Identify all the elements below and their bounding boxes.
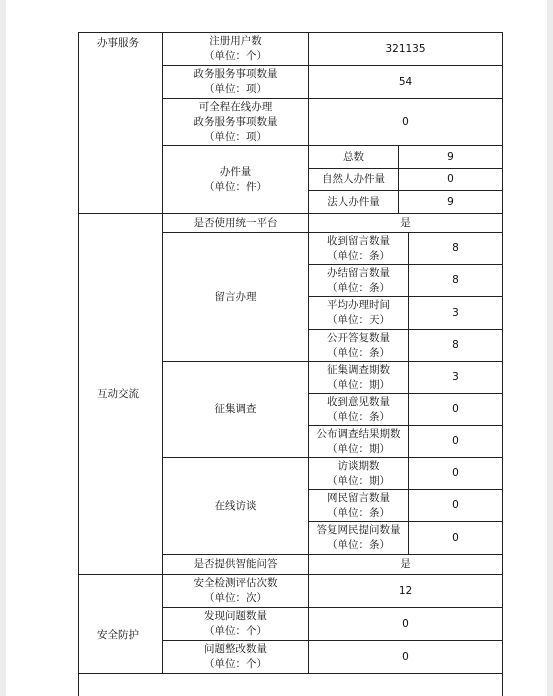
handled-natural-value: 0 xyxy=(398,168,502,190)
survey-periods-value: 3 xyxy=(408,361,502,393)
issues-fixed-value: 0 xyxy=(308,640,502,673)
interview-messages-value: 0 xyxy=(408,489,502,521)
survey-results-value: 0 xyxy=(408,425,502,457)
interview-periods-label: 访谈期数 （单位：期） xyxy=(308,457,408,489)
survey-opinions-value: 0 xyxy=(408,393,502,425)
survey-opinions-label: 收到意见数量 （单位：条） xyxy=(308,393,408,425)
registered-users-value: 321135 xyxy=(308,32,502,65)
survey-periods-label: 征集调查期数 （单位：期） xyxy=(308,361,408,393)
table-bottom-border xyxy=(78,673,503,674)
interview-periods-value: 0 xyxy=(408,457,502,489)
interview-group-label: 在线访谈 xyxy=(162,457,308,554)
messages-public-replies-value: 8 xyxy=(408,329,502,361)
messages-public-replies-label: 公开答复数量 （单位：条） xyxy=(308,329,408,361)
smart-qa-label: 是否提供智能问答 xyxy=(162,554,308,574)
messages-avg-time-value: 3 xyxy=(408,296,502,329)
security-evaluations-value: 12 xyxy=(308,574,502,607)
online-items-label: 可全程在线办理 政务服务事项数量 （单位：项） xyxy=(162,98,308,145)
service-items-value: 54 xyxy=(308,65,502,98)
issues-fixed-label: 问题整改数量 （单位：个） xyxy=(162,640,308,673)
smart-qa-value: 是 xyxy=(308,554,502,574)
issues-found-label: 发现问题数量 （单位：个） xyxy=(162,607,308,640)
messages-received-value: 8 xyxy=(408,232,502,264)
section-label-service: 办事服务 xyxy=(78,32,162,213)
handled-natural-label: 自然人办件量 xyxy=(308,168,398,190)
messages-closed-value: 8 xyxy=(408,264,502,296)
unified-platform-value: 是 xyxy=(308,213,502,232)
page-gutter-right xyxy=(547,0,553,696)
messages-received-label: 收到留言数量 （单位：条） xyxy=(308,232,408,264)
unified-platform-label: 是否使用统一平台 xyxy=(162,213,308,232)
security-evaluations-label: 安全检测评估次数 （单位：次） xyxy=(162,574,308,607)
messages-group-label: 留言办理 xyxy=(162,232,308,361)
table-right-border xyxy=(502,32,503,696)
interview-answers-label: 答复网民提问数量 （单位：条） xyxy=(308,521,408,554)
handled-legal-value: 9 xyxy=(398,190,502,213)
online-items-value: 0 xyxy=(308,98,502,145)
survey-group-label: 征集调查 xyxy=(162,361,308,457)
handled-total-label: 总数 xyxy=(308,145,398,168)
handled-count-label: 办件量 （单位：件） xyxy=(162,145,308,213)
handled-total-value: 9 xyxy=(398,145,502,168)
issues-found-value: 0 xyxy=(308,607,502,640)
page-gutter-left xyxy=(0,0,6,696)
registered-users-label: 注册用户数 （单位：个） xyxy=(162,32,308,65)
section-label-security: 安全防护 xyxy=(78,574,162,696)
messages-closed-label: 办结留言数量 （单位：条） xyxy=(308,264,408,296)
interview-answers-value: 0 xyxy=(408,521,502,554)
service-items-label: 政务服务事项数量 （单位：项） xyxy=(162,65,308,98)
handled-legal-label: 法人办件量 xyxy=(308,190,398,213)
interview-messages-label: 网民留言数量 （单位：条） xyxy=(308,489,408,521)
messages-avg-time-label: 平均办理时间 （单位：天） xyxy=(308,296,408,329)
section-label-interaction: 互动交流 xyxy=(78,213,162,574)
survey-results-label: 公布调查结果期数 （单位：期） xyxy=(308,425,408,457)
